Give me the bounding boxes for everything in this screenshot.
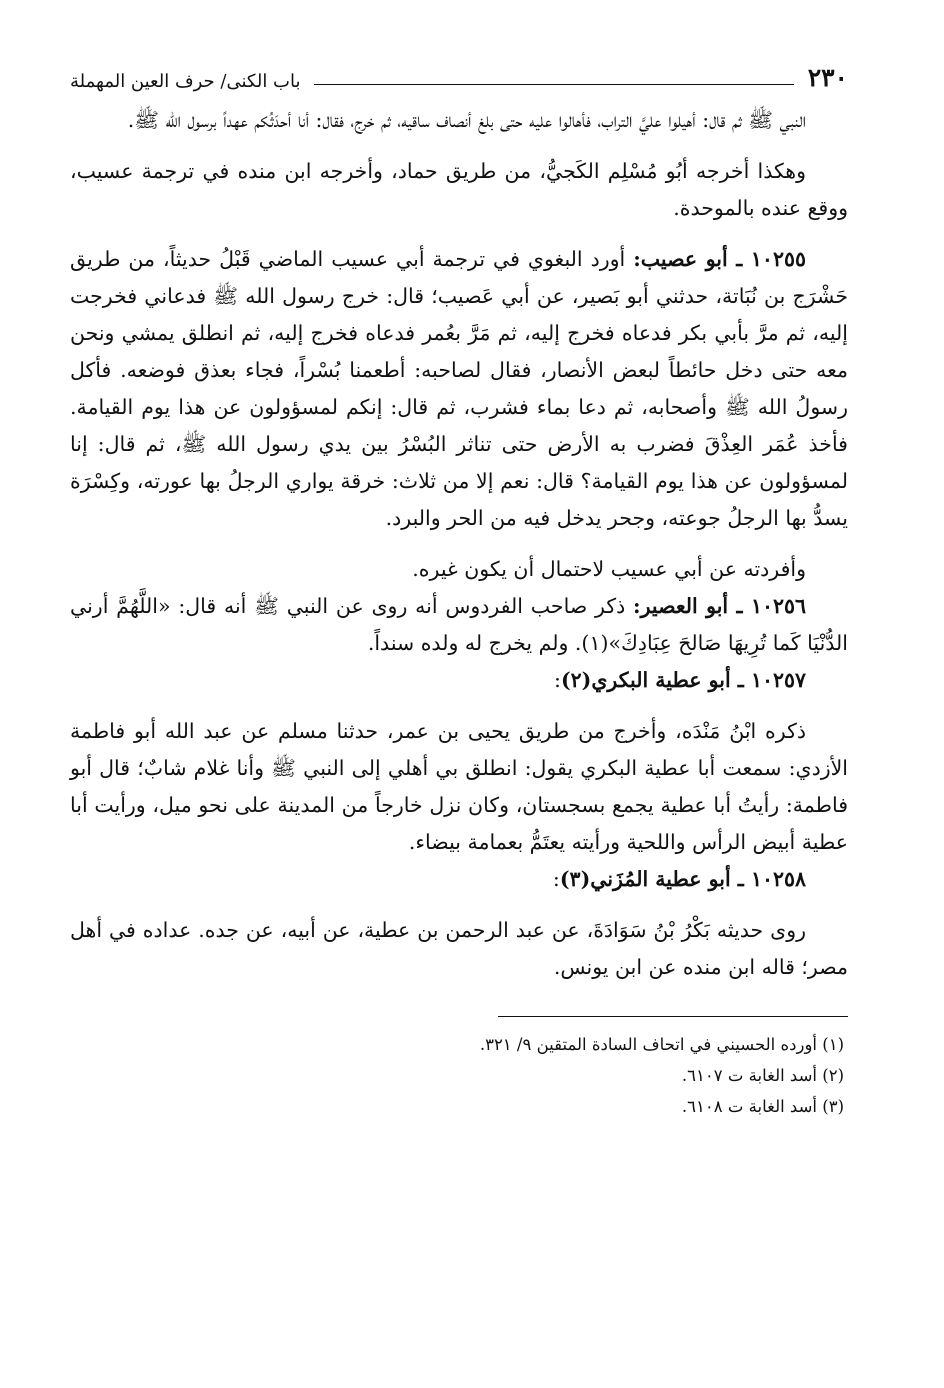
footnote-3: (٣) أسد الغابة ت ٦١٠٨. (681, 1097, 844, 1116)
entry-heading: ١٠٢٥٨ ـ أبو عطية المُزَني(٣) (559, 867, 806, 891)
entry-heading: ١٠٢٥٦ ـ أبو العصير: (633, 594, 806, 618)
paragraph-note: وهكذا أخرجه أبُو مُسْلِم الكَجيُّ، من طريق حماد، وأخرجه ابن منده في ترجمة عسيب، ووقع عنده بالموحدة. (70, 159, 848, 220)
header-rule (314, 84, 793, 85)
entry-10257-heading: ١٠٢٥٧ ـ أبو عطية البكري(٢): (554, 668, 806, 692)
footnote-2: (٢) أسد الغابة ت ٦١٠٧. (681, 1066, 844, 1085)
entry-10258-heading: ١٠٢٥٨ ـ أبو عطية المُزَني(٣): (552, 867, 806, 891)
paragraph-continuation: النبي ﷺ ثم قال: أهيلوا عليَّ التراب، فأهالوا عليه حتى بلغ أنصاف ساقيه، ثم خرج، فقال: أنا أحدَثُكم عهداً برسول الله ﷺ. (127, 108, 806, 132)
entry-10255: ١٠٢٥٥ ـ أبو عصيب: أورد البغوي في ترجمة أبي عسيب الماضي قَبْلُ حديثاً، من طريق حَشْرَج بن نُبَاتة، حدثني أبو بَصير، عن أبي عَصيب؛ قال: خرج رسول الله ﷺ فدعاني فخرجت إليه، ثم مرَّ بأبي بكر فدعاه فخرج إليه، ثم مَرَّ بعُمر فدعاه فخرج إليه، ثم انطلق يمشي ونحن معه حتى دخل حائطاً لبعض الأنصار، فقال لصاحبه: أطعمنا بُسْراً، فجاء بعذق فوضعه. فأكل رسولُ الله ﷺ وأصحابه، ثم دعا بماء فشرب، ثم قال: إنكم لمسؤولون عن هذا يوم القيامة. فأخذ عُمَر العِذْقَ فضرب به الأرض حتى تناثر البُسْرُ بين يدي رسول الله ﷺ، ثم قال: إنا لمسؤولون عن هذا يوم القيامة؟ قال: نعم إلا من ثلاث: خرقة يواري الرجلُ بها عورته، وكِسْرَة يسدُّ بها الرجلُ جوعته، وجحر يدخل فيه من الحر والبرد. (70, 247, 848, 530)
running-title: باب الكنى/ حرف العين المهملة (70, 71, 301, 92)
entry-10258-body: روى حديثه بَكْرُ بْنُ سَوَادَةَ، عن عبد الرحمن بن عطية، عن أبيه، عن جده. عداده في أهل مصر؛ قاله ابن منده عن ابن يونس. (70, 918, 848, 979)
footnotes (70, 1029, 848, 1122)
main-text (70, 102, 848, 986)
footnote-rule (498, 1016, 848, 1017)
page-header (70, 58, 848, 92)
footnote-1: (١) أورده الحسيني في اتحاف السادة المتقين ٩/ ٣٢١. (479, 1035, 844, 1054)
entry-10257-body: ذكره ابْنُ مَنْدَه، وأخرج من طريق يحيى بن عمر، حدثنا مسلم عن عبد الله أبو فاطمة الأزدي: سمعت أبا عطية البكري يقول: انطلق بي أهلي إلى النبي ﷺ وأنا غلام شابٌ؛ قال أبو فاطمة: رأيتُ أبا عطية يجمع بسجستان، وكان نزل خارجاً من المدينة على نحو ميل، ورأيت أبا عطية أبيض الرأس واللحية ورأيته يعتَمُّ بعمامة بيضاء. (70, 719, 848, 854)
entry-heading: ١٠٢٥٧ ـ أبو عطية البكري(٢) (560, 668, 806, 692)
page-number: ٢٣٠ (807, 63, 848, 92)
entry-heading: ١٠٢٥٥ ـ أبو عصيب: (633, 247, 806, 271)
paragraph-note: وأفردته عن أبي عسيب لاحتمال أن يكون غيره. (412, 557, 806, 581)
entry-10256: ١٠٢٥٦ ـ أبو العصير: ذكر صاحب الفردوس أنه روى عن النبي ﷺ أنه قال: «اللَّهُمَّ أرني الدُّنْيَا كَما تُرِيهَا صَالحَ عِبَادِكَ»(١). ولم يخرج له ولده سنداً. (70, 594, 848, 655)
